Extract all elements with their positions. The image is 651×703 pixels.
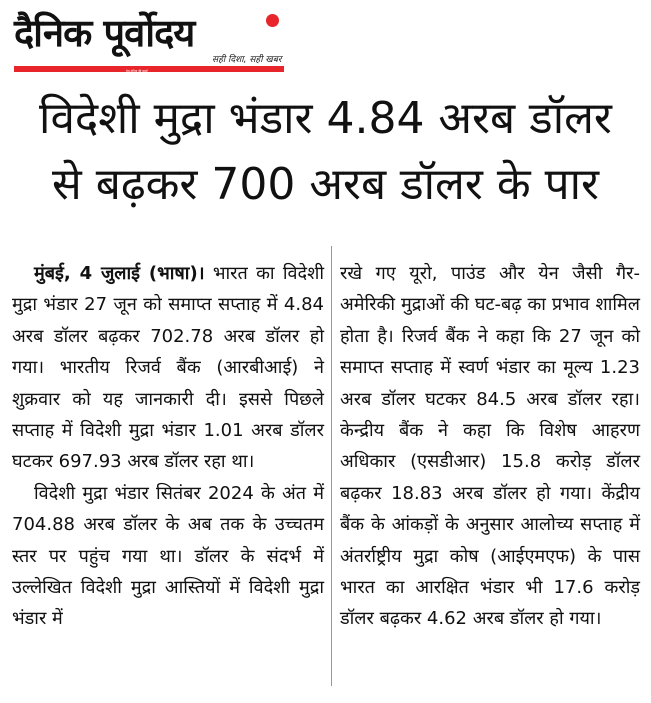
newspaper-tagline: सही दिशा, सही खबर [212,55,282,65]
masthead [14,4,286,74]
headline [0,86,651,218]
article-paragraph-2: विदेशी मुद्रा भंडार सितंबर 2024 के अंत में 704.88 अरब डॉलर के अब तक के उच्चतम स्तर पर पहुंच गया था। डॉलर के संदर्भ में उल्लेखित विदेशी मुद्रा आस्तियों में विदेशी मुद्रा भंडार में [12,482,324,630]
dateline: मुंबई, 4 जुलाई (भाषा)। [34,263,205,284]
newspaper-name: दैनिक पूर्वोदय [14,11,195,55]
headline-line-2: से बढ़कर 700 अरब डॉलर के पार [51,159,599,210]
paragraph-1-body: भारत का विदेशी मुद्रा भंडार 27 जून को समाप्त सप्ताह में 4.84 अरब डॉलर बढ़कर 702.78 अरब डॉलर हो गया। भारतीय रिजर्व बैंक (आरबीआई) ने शुक्रवार को यह जानकारी दी। इससे पिछले सप्ताह में विदेशी मुद्रा भंडार 1.01 अरब डॉलर घटकर 697.93 अरब डॉलर रहा था। [12,263,325,473]
masthead-subtext: देश-दुनिया की खबरें [126,69,148,73]
article-column-1 [12,258,324,635]
article-column-2 [340,258,640,635]
headline-line-1: विदेशी मुद्रा भंडार 4.84 अरब डॉलर [39,93,612,144]
article-paragraph-1 [12,258,324,478]
logo-dot-icon [266,14,279,27]
column-divider [331,246,332,686]
masthead-rule [14,66,284,72]
article-paragraph-3: रखे गए यूरो, पाउंड और येन जैसी गैर-अमेरिकी मुद्राओं की घट-बढ़ का प्रभाव शामिल होता है। रिजर्व बैंक ने कहा कि 27 जून को समाप्त सप्ताह में स्वर्ण भंडार का मूल्य 1.23 अरब डॉलर घटकर 84.5 अरब डॉलर रहा। केन्द्रीय बैंक ने कहा कि विशेष आहरण अधिकार (एसडीआर) 15.8 करोड़ डॉलर बढ़कर 18.83 अरब डॉलर हो गया। केंद्रीय बैंक के आंकड़ों के अनुसार आलोच्य सप्ताह में अंतर्राष्ट्रीय मुद्रा कोष (आईएमएफ) के पास भारत का आरक्षित भंडार भी 17.6 करोड़ डॉलर बढ़कर 4.62 अरब डॉलर हो गया। [340,263,640,630]
